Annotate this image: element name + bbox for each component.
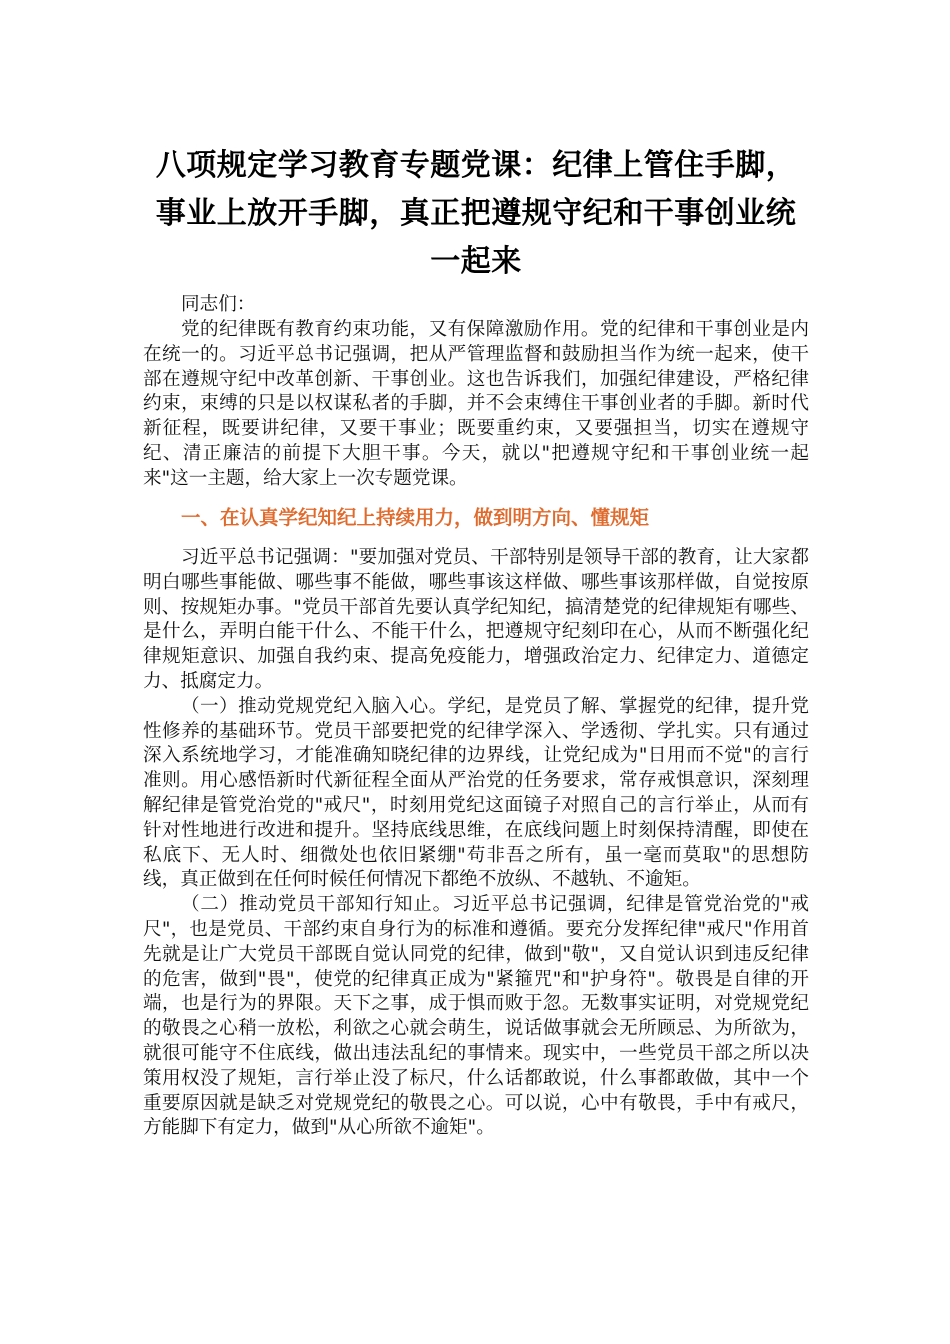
section-1-paragraph-2: （一）推动党规党纪入脑入心。学纪，是党员了解、掌握党的纪律，提升党性修养的基础环节。党员干部要把党的纪律学深入、学透彻、学扎实。只有通过深入系统地学习，才能准确知晓纪律的边界线，让党纪成为"日用而不觉"的言行准则。用心感悟新时代新征程全面从严治党的任务要求，常存戒惧意识，深刻理解纪律是管党治党的"戒尺"，时刻用党纪这面镜子对照自己的言行举止，从而有针对性地进行改进和提升。坚持底线思维，在底线问题上时刻保持清醒，即使在私底下、无人时、细微处也依旧紧绷"苟非吾之所有，虽一毫而莫取"的思想防线，真正做到在任何时候任何情况下都绝不放纵、不越轨、不逾矩。 bbox=[143, 695, 809, 891]
section-1-body bbox=[143, 546, 809, 1141]
section-heading-1: 一、在认真学纪知纪上持续用力，做到明方向、懂规矩 bbox=[181, 506, 650, 529]
salutation: 同志们： bbox=[181, 294, 256, 315]
intro-block bbox=[143, 318, 809, 492]
section-1-paragraph-3: （二）推动党员干部知行知止。习近平总书记强调，纪律是管党治党的"戒尺"，也是党员、干部约束自身行为的标准和遵循。要充分发挥纪律"戒尺"作用首先就是让广大党员干部既自觉认同党的纪律，做到"敬"，又自觉认识到违反纪律的危害，做到"畏"，使党的纪律真正成为"紧箍咒"和"护身符"。敬畏是自律的开端，也是行为的界限。天下之事，成于惧而败于忽。无数事实证明，对党规党纪的敬畏之心稍一放松，利欲之心就会萌生，说话做事就会无所顾忌、为所欲为，就很可能守不住底线，做出违法乱纪的事情来。现实中，一些党员干部之所以决策用权没了规矩，言行举止没了标尺，什么话都敢说，什么事都敢做，其中一个重要原因就是缺乏对党规党纪的敬畏之心。可以说，心中有敬畏，手中有戒尺，方能脚下有定力，做到"从心所欲不逾矩"。 bbox=[143, 894, 809, 1139]
section-1-paragraph-1: 习近平总书记强调："要加强对党员、干部特别是领导干部的教育，让大家都明白哪些事能做、哪些事不能做，哪些事该这样做、哪些事该那样做，自觉按原则、按规矩办事。"党员干部首先要认真学纪知纪，搞清楚党的纪律规矩有哪些、是什么，弄明白能干什么、不能干什么，把遵规守纪刻印在心，从而不断强化纪律规矩意识、加强自我约束、提高免疫能力，增强政治定力、纪律定力、道德定力、抵腐定力。 bbox=[143, 547, 809, 692]
document-title: 八项规定学习教育专题党课：纪律上管住手脚，事业上放开手脚，真正把遵规守纪和干事创业统一起来 bbox=[155, 148, 797, 279]
intro-paragraph: 党的纪律既有教育约束功能，又有保障激励作用。党的纪律和干事创业是内在统一的。习近平总书记强调，把从严管理监督和鼓励担当作为统一起来，使干部在遵规守纪中改革创新、干事创业。这也告诉我们，加强纪律建设，严格纪律约束，束缚的只是以权谋私者的手脚，并不会束缚住干事创业者的手脚。新时代新征程，既要讲纪律，又要干事业；既要重约束，又要强担当，切实在遵规守纪、清正廉洁的前提下大胆干事。今天，就以"把遵规守纪和干事创业统一起来"这一主题，给大家上一次专题党课。 bbox=[143, 319, 809, 489]
